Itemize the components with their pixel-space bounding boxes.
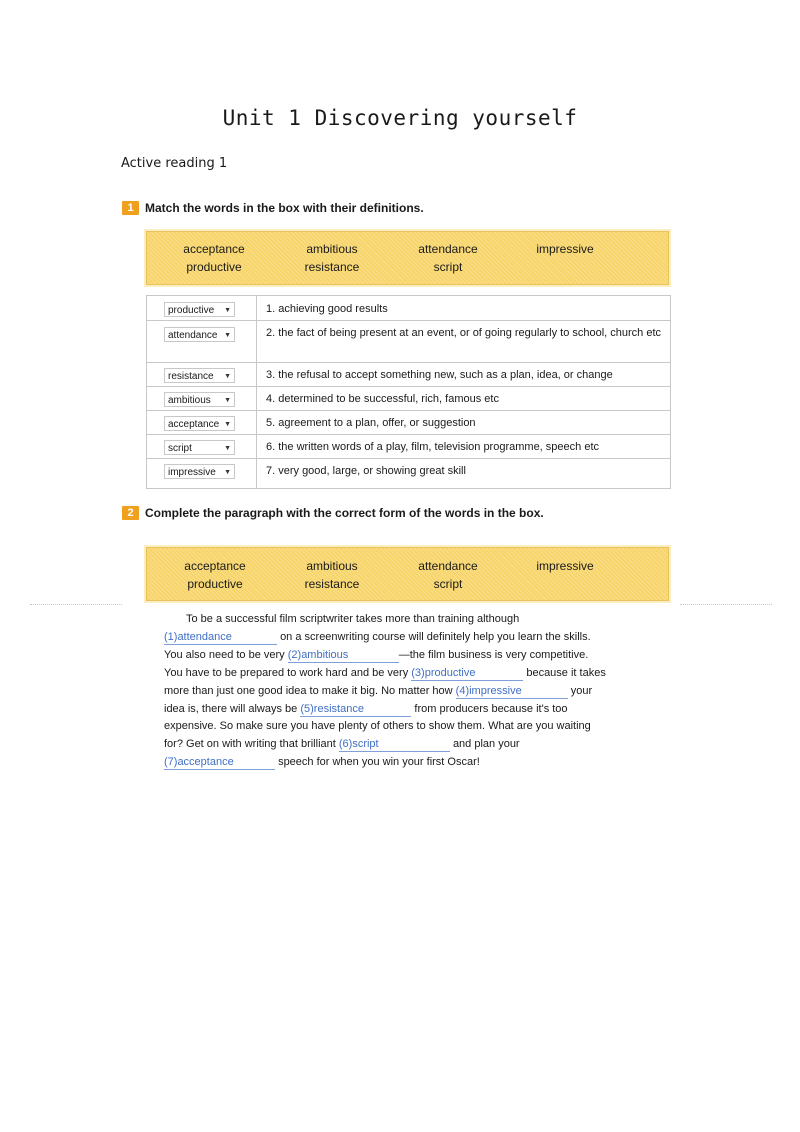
select-value: script [168,443,192,454]
table-row [147,434,670,459]
paragraph-line: more than just one good idea to make it big. No matter how (4)impressive your [164,684,593,697]
word-box-item: attendance [418,242,478,256]
answer-blank-5[interactable]: (5)resistance [300,703,411,717]
divider-right [680,604,772,605]
word-box-item: resistance [304,260,360,274]
word-box-item: script [433,577,463,591]
select-value: resistance [168,371,214,382]
definition-text: 6. the written words of a play, film, television programme, speech etc [266,441,599,453]
table-row [147,296,670,321]
paragraph-line: You have to be prepared to work hard and be very (3)productive because it takes [164,666,606,679]
paragraph-line: for? Get on with writing that brilliant (6)script and plan your [164,738,520,751]
answer-select-2[interactable] [164,327,235,342]
task2-number-badge: 2 [122,506,139,520]
definition-text: 4. determined to be successful, rich, famous etc [266,393,499,405]
answer-select-5[interactable] [164,416,235,431]
word-box-item: ambitious [306,559,358,573]
table-row [147,386,670,411]
dropdown-arrow-icon: ▼ [224,445,231,452]
answer-select-1[interactable] [164,302,235,317]
paragraph-line: expensive. So make sure you have plenty of others to show them. What are you waiting [164,720,591,733]
select-value: attendance [168,330,218,341]
paragraph-line: (1)attendance on a screenwriting course will definitely help you learn the skills. [164,630,591,643]
task1-number-badge: 1 [122,201,139,215]
task2-word-box [146,547,669,601]
answer-blank-7[interactable]: (7)acceptance [164,756,275,770]
task2-heading [122,506,544,520]
table-row [147,410,670,435]
answer-blank-6[interactable]: (6)script [339,738,450,752]
word-box-item: productive [187,577,243,591]
task1-heading [122,201,424,215]
word-box-item: script [433,260,463,274]
table-row [147,458,670,487]
task1-instruction: Match the words in the box with their definitions. [145,201,424,215]
page-title: Unit 1 Discovering yourself [222,106,578,130]
dropdown-arrow-icon: ▼ [224,397,231,404]
definition-text: 1. achieving good results [266,303,388,315]
word-box-item: impressive [536,559,594,573]
paragraph-line: To be a successful film scriptwriter takes more than training although [186,613,520,625]
match-table [146,295,671,489]
answer-select-4[interactable] [164,392,235,407]
select-value: productive [168,305,215,316]
answer-select-6[interactable] [164,440,235,455]
table-row [147,362,670,387]
definition-text: 5. agreement to a plan, offer, or suggestion [266,417,476,429]
divider-left [30,604,122,605]
select-value: impressive [168,467,216,478]
dropdown-arrow-icon: ▼ [224,421,231,428]
dropdown-arrow-icon: ▼ [224,469,231,476]
dropdown-arrow-icon: ▼ [224,307,231,314]
table-row [147,320,670,363]
paragraph-line: (7)acceptance speech for when you win your first Oscar! [164,756,480,769]
completion-paragraph [164,611,624,772]
dropdown-arrow-icon: ▼ [224,373,231,380]
word-box-item: acceptance [183,242,245,256]
answer-blank-1[interactable]: (1)attendance [164,631,277,645]
answer-select-7[interactable] [164,464,235,479]
select-value: ambitious [168,395,211,406]
definition-text: 7. very good, large, or showing great skill [266,465,466,477]
dropdown-arrow-icon: ▼ [224,332,231,339]
paragraph-line: You also need to be very (2)ambitious —the film business is very competitive. [164,648,589,661]
word-box-item: attendance [418,559,478,573]
definition-text: 3. the refusal to accept something new, such as a plan, idea, or change [266,369,613,381]
task1-word-box [146,231,669,285]
task2-instruction: Complete the paragraph with the correct form of the words in the box. [145,506,544,520]
definition-text: 2. the fact of being present at an event, or of going regularly to school, church etc [266,327,662,339]
word-box-item: resistance [304,577,360,591]
word-box-item: impressive [536,242,594,256]
paragraph-line: idea is, there will always be (5)resistance from producers because it's too [164,702,568,715]
word-box-item: acceptance [184,559,246,573]
section-label: Active reading 1 [121,156,228,171]
answer-select-3[interactable] [164,368,235,383]
answer-blank-3[interactable]: (3)productive [411,667,523,681]
word-box-item: productive [186,260,242,274]
word-box-item: ambitious [306,242,358,256]
answer-blank-2[interactable]: (2)ambitious [288,649,399,663]
select-value: acceptance [168,419,220,430]
answer-blank-4[interactable]: (4)impressive [456,685,568,699]
